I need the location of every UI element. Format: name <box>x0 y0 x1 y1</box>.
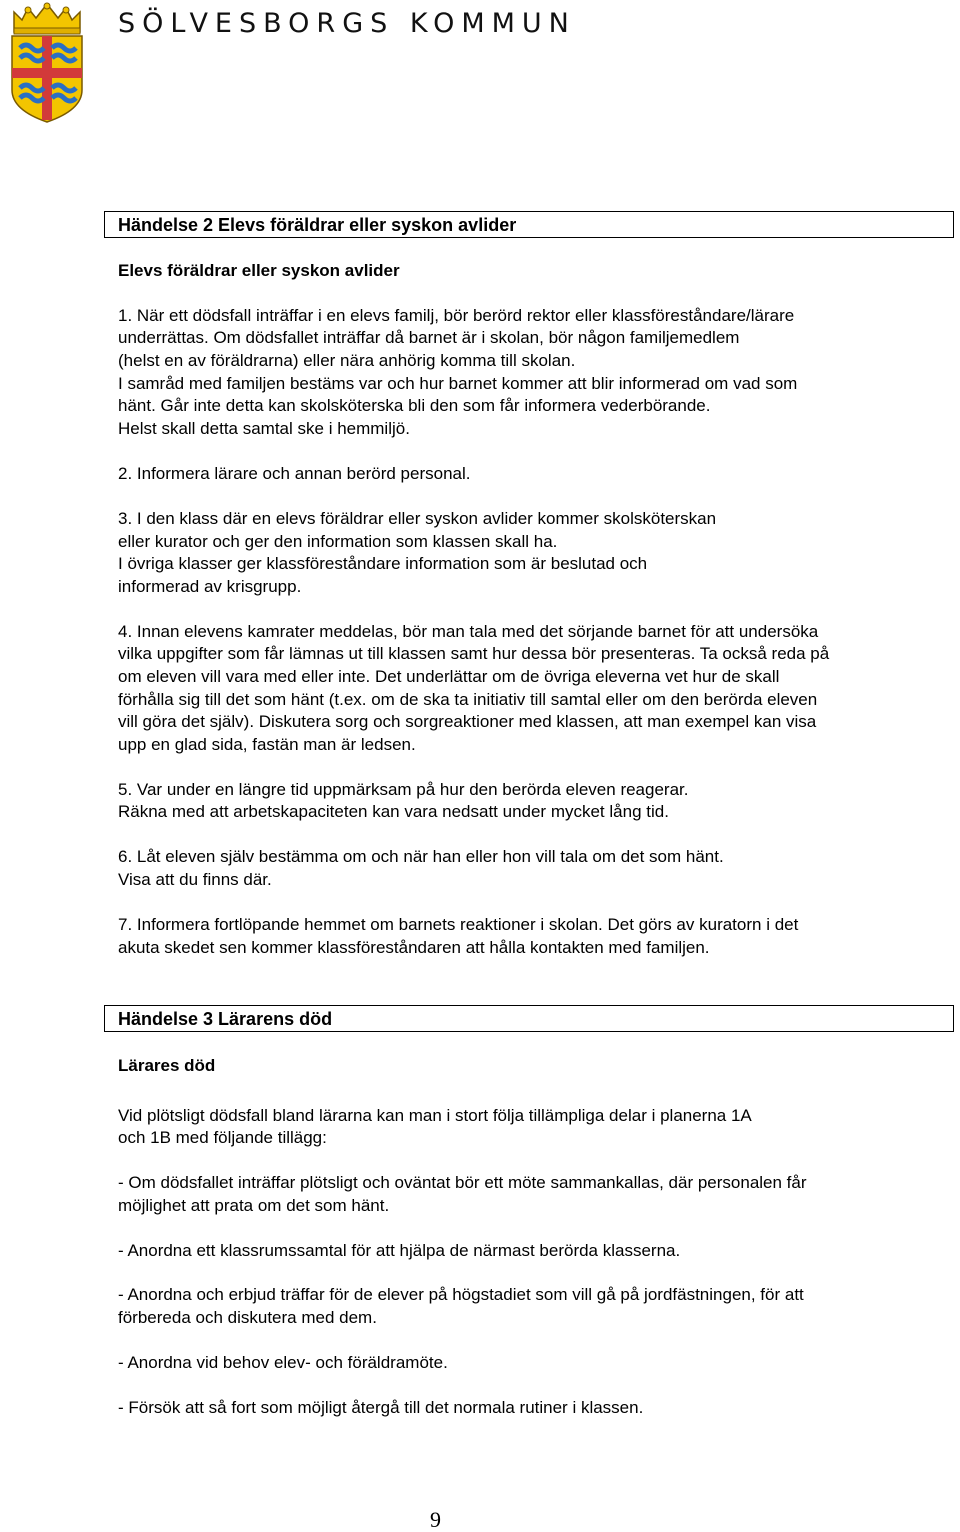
text-line: - Försök att så fort som möjligt återgå till det normala rutiner i klassen. <box>118 1398 644 1417</box>
section-subheading: Lärares död <box>118 1056 216 1075</box>
text-line: 7. Informera fortlöpande hemmet om barnets reaktioner i skolan. Det görs av kuratorn i det <box>118 915 799 934</box>
text-line: eller kurator och ger den information som klassen skall ha. <box>118 532 558 551</box>
section-subheading: Elevs föräldrar eller syskon avlider <box>118 261 400 280</box>
text-line: Visa att du finns där. <box>118 870 272 889</box>
text-line: (helst en av föräldrarna) eller nära anhörig komma till skolan. <box>118 351 576 370</box>
text-line: - Anordna ett klassrumssamtal för att hjälpa de närmast berörda klasserna. <box>118 1241 681 1260</box>
coat-of-arms-icon <box>6 2 88 124</box>
text-line: 5. Var under en längre tid uppmärksam på hur den berörda eleven reagerar. <box>118 780 689 799</box>
text-line: om eleven vill vara med eller inte. Det underlättar om de övriga eleverna vet hur de skall <box>118 667 780 686</box>
text-line: - Om dödsfallet inträffar plötsligt och oväntat bör ett möte sammankallas, där personalen får <box>118 1173 807 1192</box>
text-line: Vid plötsligt dödsfall bland lärarna kan man i stort följa tillämpliga delar i planerna 1A <box>118 1106 752 1125</box>
text-line: och 1B med följande tillägg: <box>118 1128 327 1147</box>
text-line: underrättas. Om dödsfallet inträffar då barnet är i skolan, bör någon familjemedlem <box>118 328 740 347</box>
text-line: I övriga klasser ger klassföreståndare information som är beslutad och <box>118 554 648 573</box>
text-line: 2. Informera lärare och annan berörd personal. <box>118 464 471 483</box>
text-line: I samråd med familjen bestäms var och hur barnet kommer att blir informerad om vad som <box>118 374 798 393</box>
text-line: 4. Innan elevens kamrater meddelas, bör man tala med det sörjande barnet för att undersöka <box>118 622 819 641</box>
text-line: - Anordna och erbjud träffar för de elever på högstadiet som vill gå på jordfästningen, för att <box>118 1285 804 1304</box>
text-line: Helst skall detta samtal ske i hemmiljö. <box>118 419 410 438</box>
text-line: Räkna med att arbetskapaciteten kan vara nedsatt under mycket lång tid. <box>118 802 669 821</box>
organization-name: SÖLVESBORGS KOMMUN <box>118 8 576 39</box>
text-line: hänt. Går inte detta kan skolsköterska bli den som får informera vederbörande. <box>118 396 711 415</box>
text-line: 1. När ett dödsfall inträffar i en elevs familj, bör berörd rektor eller klassföreståndare/lärare <box>118 306 795 325</box>
text-line: förbereda och diskutera med dem. <box>118 1308 377 1327</box>
section-heading-box: Händelse 2 Elevs föräldrar eller syskon avlider <box>104 211 954 238</box>
text-line: upp en glad sida, fastän man är ledsen. <box>118 735 416 754</box>
text-line: möjlighet att prata om det som hänt. <box>118 1196 390 1215</box>
text-line: informerad av krisgrupp. <box>118 577 302 596</box>
text-line: 3. I den klass där en elevs föräldrar eller syskon avlider kommer skolsköterskan <box>118 509 717 528</box>
text-line: förhålla sig till det som hänt (t.ex. om de ska ta initiativ till samtal eller om den berörda eleven <box>118 690 818 709</box>
text-line: 6. Låt eleven själv bestämma om och när han eller hon vill tala om det som hänt. <box>118 847 724 866</box>
text-line: vill göra det själv). Diskutera sorg och sorgreaktioner med klassen, att man exempel kan visa <box>118 712 817 731</box>
section-heading-box: Händelse 3 Lärarens död <box>104 1005 954 1032</box>
text-line: akuta skedet sen kommer klassföreståndaren att hålla kontakten med familjen. <box>118 938 710 957</box>
text-line: - Anordna vid behov elev- och föräldramöte. <box>118 1353 448 1372</box>
text-line: vilka uppgifter som får lämnas ut till klassen samt hur dessa bör presenteras. Ta också reda på <box>118 644 830 663</box>
page-number: 9 <box>430 1507 441 1532</box>
